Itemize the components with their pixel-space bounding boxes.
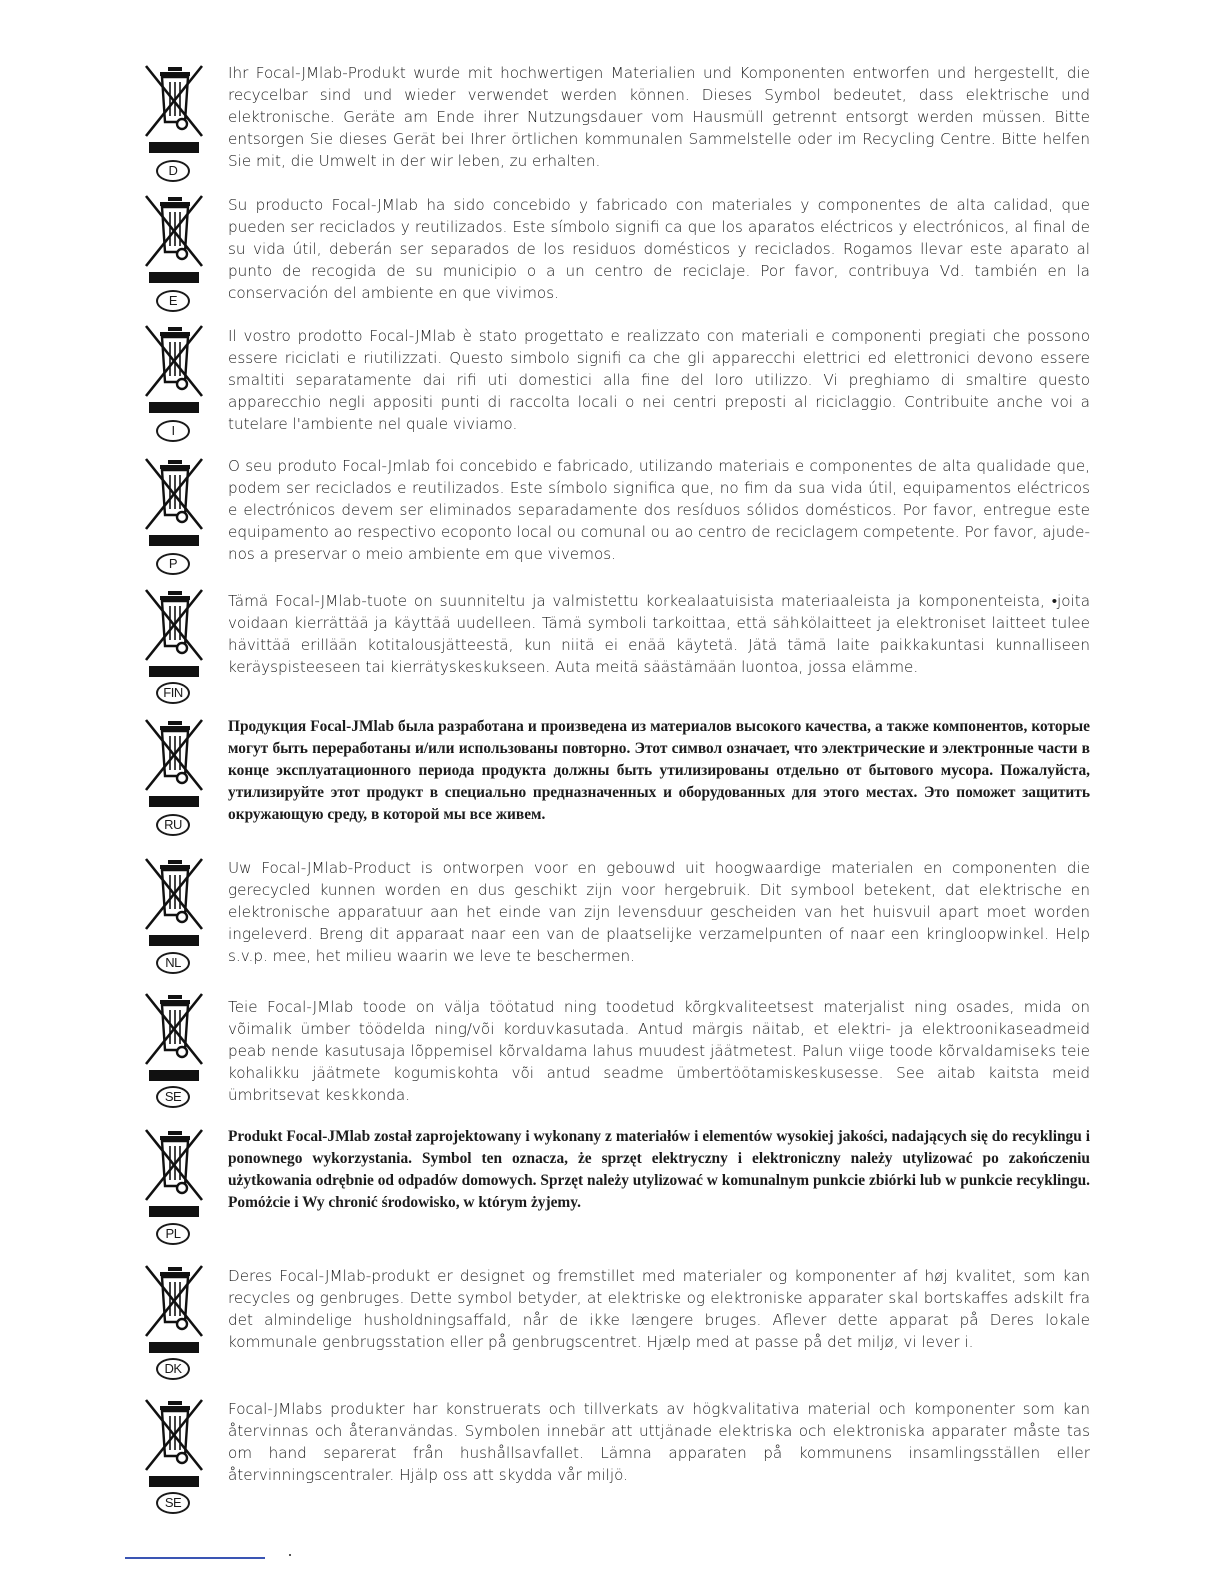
language-badge: I — [156, 420, 190, 442]
notice-text: Продукция Focal-JMlab была разработана и произведена из материалов высокого качества, а также компонентов, которые могут быть переработаны и/или использованы повторно. Этот символ означает, что электрические и электронные части в конце эксплуатационного периода продукта должны быть утилизированы отдельно от бытового мусора. Пожалуйста, утилизируйте этот продукт в специально предназначенных и оборудованных для этого местах. Это поможет защитить окружающую среду, в которой мы все живем. — [228, 718, 1090, 823]
weee-bin-icon — [140, 62, 212, 162]
weee-bin-icon — [140, 192, 212, 292]
language-badge: FIN — [156, 682, 190, 704]
weee-bin-icon — [140, 1396, 212, 1496]
language-badge: D — [156, 160, 190, 182]
notice-text: Uw Focal-JMlab-Product is ontworpen voor en gebouwd uit hoogwaardige materialen en componenten die gerecycled kunnen worden en dus geschikt zijn voor hergebruik. Dit symbool betekent, dat elektrische en elektronische apparatuur aan het einde van zijn levensduur gescheiden van het huisvuil apart moet worden ingeleverd. Breng dit apparaat naar een van de plaatselijke verzamelpunten of naar een kringloopwinkel. Help s.v.p. mee, het milieu waarin we leve te beschermen. — [228, 859, 1090, 965]
notice-text: Tämä Focal-JMlab-tuote on suunniteltu ja valmistettu korkealaatuisista materiaaleista ja komponenteista, •joita voidaan kierrättää ja käyttää uudelleen. Tämä symboli tarkoittaa, että sähkölaitteet ja elektroniset laitteet tulee hävittää erillään kotitalousjätteestä, kun niitä ei enää käytetä. Jätä tämä laite paikkakuntasi kunnalliseen keräyspisteeseen tai kierrätyskeskukseen. Auta meitä säästämään luontoa, jossa elämme. — [228, 592, 1090, 676]
language-badge: P — [156, 553, 190, 575]
notice-text: Il vostro prodotto Focal-JMlab è stato progettato e realizzato con materiali e componenti pregiati che possono essere riciclati e riutilizzati. Questo simbolo signifi ca che gli apparecchi elettrici ed elettronici devono essere smaltiti separatamente dai rifi uti domestici alla fine del loro utilizzo. Vi preghiamo di smaltire questo apparecchio negli appositi punti di raccolta locali o nei centri preposti al riciclaggio. Contribuite anche voi a tutelare l'ambiente nel quale viviamo. — [228, 327, 1090, 433]
notice-text: Focal-JMlabs produkter har konstruerats och tillverkats av högkvalitativa material och komponenter som kan återvinnas och återanvändas. Symbolen innebär att uttjänade elektriska och elektroniska apparater måste tas om hand separerat från hushållsavfallet. Lämna apparaten på kommunens insamlingsställen eller återvinningscentraler. Hjälp oss att skydda vår miljö. — [228, 1400, 1090, 1484]
weee-bin-icon — [140, 990, 212, 1090]
language-badge: NL — [156, 952, 190, 974]
notice-text: O seu produto Focal-Jmlab foi concebido e fabricado, utilizando materiais e componentes de alta qualidade que, podem ser reciclados e reutilizados. Este símbolo significa que, no fim da sua vida útil, equipamentos eléctricos e electrónicos devem ser eliminados separadamente dos resíduos sólidos domésticos. Por favor, entregue este equipamento ao respectivo ecoponto local ou comunal ou ao centro de reciclagem competente. Por favor, ajude-nos a preservar o meio ambiente em que vivemos. — [228, 457, 1090, 563]
language-badge: E — [156, 290, 190, 312]
weee-bin-icon — [140, 855, 212, 955]
language-badge: SE — [156, 1086, 190, 1108]
notice-text: Deres Focal-JMlab-produkt er designet og fremstillet med materialer og komponenter af høj kvalitet, som kan recycles og genbruges. Dette symbol betyder, at elektriske og elektroniske apparater skal bortskaffes adskilt fra det almindelige husholdningsaffald, når de ikke længere bruges. Aflever dette apparat på Deres lokale kommunale genbrugsstation eller på genbrugscentret. Hjælp med at passe på det miljø, vi lever i. — [228, 1267, 1090, 1351]
weee-bin-icon — [140, 322, 212, 422]
language-badge: SE — [156, 1492, 190, 1514]
language-badge: PL — [156, 1223, 190, 1245]
weee-bin-icon — [140, 1262, 212, 1362]
notice-text: Su producto Focal-JMlab ha sido concebido y fabricado con materiales y componentes de alta calidad, que pueden ser reciclados y reutilizados. Este símbolo signifi ca que los aparatos eléctricos y electrónicos, al final de su vida útil, deberán ser separados de los residuos domésticos y reciclados. Rogamos llevar este aparato al punto de recogida de su municipio o a un centro de reciclaje. Por favor, contribuya Vd. también en la conservación del ambiente en que vivimos. — [228, 196, 1090, 302]
notice-text: Ihr Focal-JMlab-Produkt wurde mit hochwertigen Materialien und Komponenten entworfen und hergestellt, die recycelbar sind und wieder verwendet werden können. Dieses Symbol bedeutet, dass elektrische und elektronische. Geräte am Ende ihrer Nutzungsdauer vom Hausmüll getrennt entsorgt werden müssen. Bitte entsorgen Sie dieses Gerät bei Ihrer örtlichen kommunalen Sammelstelle oder im Recycling Centre. Bitte helfen Sie mit, die Umwelt in der wir leben, zu erhalten. — [228, 64, 1090, 170]
weee-bin-icon — [140, 716, 212, 816]
weee-bin-icon — [140, 586, 212, 686]
footer-mark — [289, 1554, 291, 1556]
footer-rule — [125, 1557, 265, 1559]
weee-bin-icon — [140, 1126, 212, 1226]
language-badge: DK — [156, 1358, 190, 1380]
language-badge: RU — [156, 814, 190, 836]
weee-bin-icon — [140, 455, 212, 555]
notice-text: Teie Focal-JMlab toode on välja töötatud ning toodetud kõrgkvaliteetsest materjalist ning osades, mida on võimalik ümber töödelda ning/või korduvkasutada. Antud märgis näitab, et elektri- ja elektroonikaseadmeid peab nende kasutusaja lõppemisel kõrvaldama lahus muudest jäätmetest. Palun viige toode kõrvaldamiseks teie kohalikku jäätmete kogumiskohta või antud seadme ümbertöötamiskeskusesse. See aitab kaitsta meid ümbritsevat keskkonda. — [228, 998, 1090, 1104]
notice-text: Produkt Focal-JMlab został zaprojektowany i wykonany z materiałów i elementów wysokiej jakości, nadających się do recyklingu i ponownego wykorzystania. Symbol ten oznacza, że sprzęt elektryczny i elektroniczny należy utylizować po zakończeniu użytkowania odrębnie od odpadów domowych. Sprzęt należy utylizować w komunalnym punkcie zbiórki lub w punkcie recyklingu. Pomóżcie i Wy chronić środowisko, w którym żyjemy. — [228, 1128, 1090, 1211]
